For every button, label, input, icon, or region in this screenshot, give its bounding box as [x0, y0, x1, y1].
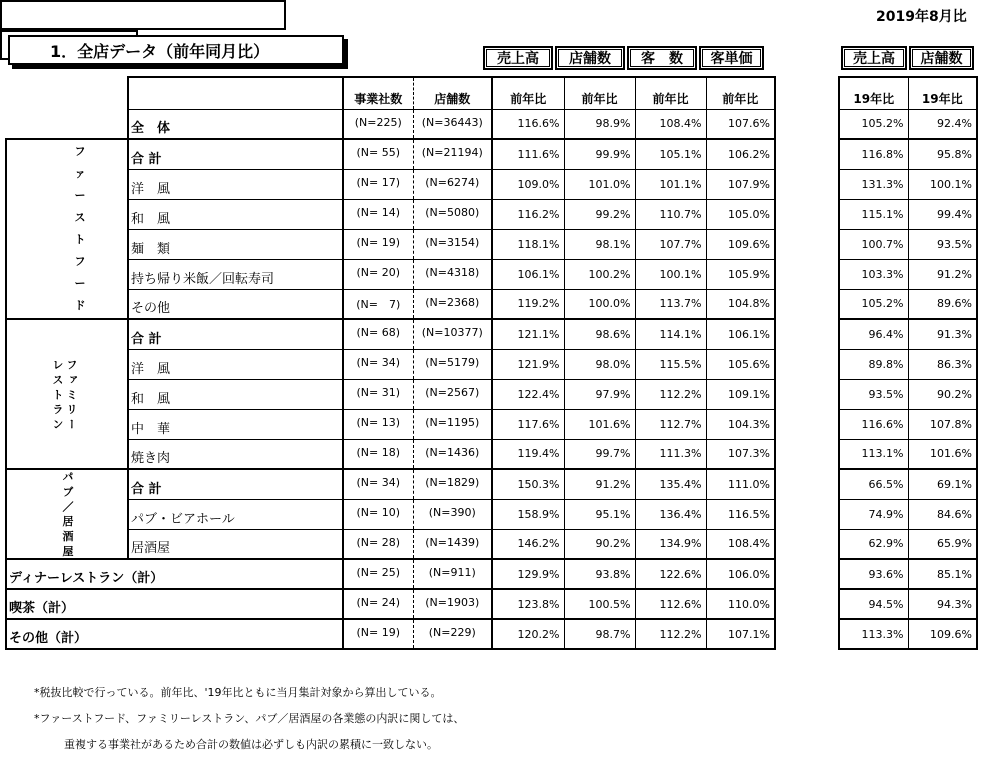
table-row-19 — [839, 139, 977, 169]
note-2: *ファーストフード、ファミリーレストラン、パブ／居酒屋の各業態の内訳に関しては、 — [34, 712, 465, 725]
cell-unit-price: 104.3% — [706, 409, 775, 439]
cell-sales19: 103.3% — [839, 259, 908, 289]
cell-stores19: 65.9% — [908, 529, 977, 559]
cell-sales19: 62.9% — [839, 529, 908, 559]
cell-stores19: 86.3% — [908, 349, 977, 379]
cell-sales19: 93.5% — [839, 379, 908, 409]
cell-sales19: 116.6% — [839, 409, 908, 439]
cell-customers: 112.7% — [635, 409, 706, 439]
cell-unit-price: 107.3% — [706, 439, 775, 469]
cell-customers: 135.4% — [635, 469, 706, 499]
cell-store-cnt: 99.9% — [564, 139, 635, 169]
table-row-19 — [839, 379, 977, 409]
table-row-19 — [839, 289, 977, 319]
cell-stores19: 85.1% — [908, 559, 977, 589]
metric-header-group — [0, 0, 286, 30]
cell-sales: 121.1% — [492, 319, 564, 349]
cell-unit-price: 116.5% — [706, 499, 775, 529]
cell-unit-price: 109.1% — [706, 379, 775, 409]
cell-unit-price: 109.6% — [706, 229, 775, 259]
category-fast-food: フ ァ ー ス ト フ ー ド — [6, 139, 128, 319]
cell-customers: 112.2% — [635, 379, 706, 409]
cell-sales19: 131.3% — [839, 169, 908, 199]
cell-companies: (N= 34) — [343, 469, 413, 499]
category-pub: パ ブ ／ 居 酒 屋 — [6, 469, 128, 559]
cell-sales: 150.3% — [492, 469, 564, 499]
cell-stores: (N=2567) — [413, 379, 492, 409]
cell-stores19: 91.2% — [908, 259, 977, 289]
category-family-restaurant: フ ァ ミ リ ー レ ス ト ラ ン — [6, 319, 128, 469]
table-row-19 — [839, 469, 977, 499]
table-row — [6, 319, 775, 349]
cell-store-cnt: 98.6% — [564, 319, 635, 349]
cell-sales19: 105.2% — [839, 289, 908, 319]
cell-stores: (N=1195) — [413, 409, 492, 439]
cell-store-cnt: 98.0% — [564, 349, 635, 379]
cell-customers: 112.6% — [635, 589, 706, 619]
cell-customers: 105.1% — [635, 139, 706, 169]
column-header: 店舗数 — [413, 77, 492, 109]
cell-stores19: 107.8% — [908, 409, 977, 439]
cell-companies: (N= 17) — [343, 169, 413, 199]
row-label: 麺 類 — [128, 229, 343, 259]
row-label: 洋 風 — [128, 349, 343, 379]
cell-customers: 107.7% — [635, 229, 706, 259]
cell-sales19: 93.6% — [839, 559, 908, 589]
cell-companies: (N= 28) — [343, 529, 413, 559]
table-row-19 — [839, 559, 977, 589]
table-row-19 — [839, 229, 977, 259]
cell-unit-price: 110.0% — [706, 589, 775, 619]
column-header: 19年比 — [908, 77, 977, 109]
cell-sales: 119.2% — [492, 289, 564, 319]
cell-store-cnt: 101.0% — [564, 169, 635, 199]
cell-sales19: 94.5% — [839, 589, 908, 619]
cell-customers: 100.1% — [635, 259, 706, 289]
row-label: 合 計 — [128, 469, 343, 499]
cell-sales: 122.4% — [492, 379, 564, 409]
cell-companies: (N= 19) — [343, 619, 413, 649]
cell-stores19: 94.3% — [908, 589, 977, 619]
cell-unit-price: 105.0% — [706, 199, 775, 229]
cell-store-cnt: 97.9% — [564, 379, 635, 409]
cell-sales: 109.0% — [492, 169, 564, 199]
row-label: 喫茶（計） — [6, 589, 343, 619]
cell-sales: 119.4% — [492, 439, 564, 469]
row-label: 焼き肉 — [128, 439, 343, 469]
cell-sales: 121.9% — [492, 349, 564, 379]
cell-store-cnt: 100.0% — [564, 289, 635, 319]
cell-stores19: 92.4% — [908, 109, 977, 139]
cell-sales19: 89.8% — [839, 349, 908, 379]
table-row-19 — [839, 409, 977, 439]
table-row — [6, 619, 775, 649]
cell-stores: (N=1436) — [413, 439, 492, 469]
cell-stores19: 84.6% — [908, 499, 977, 529]
corner-blank — [6, 77, 128, 109]
report-date: 2019年8月比 — [876, 9, 967, 25]
cell-sales: 116.2% — [492, 199, 564, 229]
row-label: ディナーレストラン（計） — [6, 559, 343, 589]
cell-stores: (N=1439) — [413, 529, 492, 559]
table-row-19 — [839, 199, 977, 229]
cell-sales: 158.9% — [492, 499, 564, 529]
cell-stores19: 90.2% — [908, 379, 977, 409]
column-header-row — [6, 77, 775, 109]
row-label: 持ち帰り米飯／回転寿司 — [128, 259, 343, 289]
corner-blank — [6, 109, 128, 139]
cell-sales19: 66.5% — [839, 469, 908, 499]
cell-sales: 146.2% — [492, 529, 564, 559]
cell-companies: (N= 18) — [343, 439, 413, 469]
cell-store-cnt: 101.6% — [564, 409, 635, 439]
cell-stores19: 101.6% — [908, 439, 977, 469]
cell-companies: (N= 20) — [343, 259, 413, 289]
row-label: 和 風 — [128, 199, 343, 229]
table-row-19 — [839, 529, 977, 559]
table-row — [6, 559, 775, 589]
cell-sales19: 100.7% — [839, 229, 908, 259]
cell-stores: (N=10377) — [413, 319, 492, 349]
cell-stores: (N=911) — [413, 559, 492, 589]
cell-store-cnt: 98.9% — [564, 109, 635, 139]
table-row-19 — [839, 589, 977, 619]
cell-unit-price: 111.0% — [706, 469, 775, 499]
cell-stores: (N=4318) — [413, 259, 492, 289]
cell-stores19: 91.3% — [908, 319, 977, 349]
row-label: 居酒屋 — [128, 529, 343, 559]
cell-companies: (N= 7) — [343, 289, 413, 319]
table-row-19 — [839, 619, 977, 649]
cell-unit-price: 107.9% — [706, 169, 775, 199]
cell-customers: 108.4% — [635, 109, 706, 139]
cell-sales: 116.6% — [492, 109, 564, 139]
cell-unit-price: 106.0% — [706, 559, 775, 589]
header-sales: 売上高 — [483, 46, 553, 70]
cell-store-cnt: 99.7% — [564, 439, 635, 469]
cell-stores19: 95.8% — [908, 139, 977, 169]
cell-sales: 120.2% — [492, 619, 564, 649]
table-row — [6, 109, 775, 139]
cell-store-cnt: 100.2% — [564, 259, 635, 289]
cell-sales: 117.6% — [492, 409, 564, 439]
cell-stores: (N=36443) — [413, 109, 492, 139]
cell-customers: 136.4% — [635, 499, 706, 529]
cell-sales: 106.1% — [492, 259, 564, 289]
column-header: 前年比 — [635, 77, 706, 109]
cell-customers: 111.3% — [635, 439, 706, 469]
table-row-19 — [839, 499, 977, 529]
cell-companies: (N= 34) — [343, 349, 413, 379]
cell-store-cnt: 90.2% — [564, 529, 635, 559]
row-label: 全 体 — [128, 109, 343, 139]
cell-store-cnt: 100.5% — [564, 589, 635, 619]
cell-unit-price: 107.1% — [706, 619, 775, 649]
cell-companies: (N= 68) — [343, 319, 413, 349]
cell-unit-price: 106.2% — [706, 139, 775, 169]
cell-customers: 110.7% — [635, 199, 706, 229]
cell-stores: (N=5080) — [413, 199, 492, 229]
table-row-19 — [839, 319, 977, 349]
cell-customers: 112.2% — [635, 619, 706, 649]
header-unit-price: 客単価 — [699, 46, 764, 70]
column-header-row-19 — [839, 77, 977, 109]
table-row-19 — [839, 439, 977, 469]
cell-sales19: 74.9% — [839, 499, 908, 529]
cell-unit-price: 104.8% — [706, 289, 775, 319]
cell-stores19: 89.6% — [908, 289, 977, 319]
cell-customers: 113.7% — [635, 289, 706, 319]
cell-companies: (N= 25) — [343, 559, 413, 589]
cell-unit-price: 105.9% — [706, 259, 775, 289]
row-label: 合 計 — [128, 139, 343, 169]
table-row-19 — [839, 259, 977, 289]
column-header: 前年比 — [564, 77, 635, 109]
name-header-blank — [128, 77, 343, 109]
cell-companies: (N= 24) — [343, 589, 413, 619]
header-stores: 店舗数 — [555, 46, 625, 70]
cell-companies: (N= 19) — [343, 229, 413, 259]
row-label: 和 風 — [128, 379, 343, 409]
row-label: 洋 風 — [128, 169, 343, 199]
cell-stores: (N=3154) — [413, 229, 492, 259]
note-1: *税抜比較で行っている。前年比、'19年比ともに当月集計対象から算出している。 — [34, 686, 442, 699]
column-header: 事業社数 — [343, 77, 413, 109]
column-header: 19年比 — [839, 77, 908, 109]
cell-stores19: 100.1% — [908, 169, 977, 199]
cell-stores19: 93.5% — [908, 229, 977, 259]
cell-companies: (N= 31) — [343, 379, 413, 409]
column-header: 前年比 — [492, 77, 564, 109]
cell-stores19: 69.1% — [908, 469, 977, 499]
cell-stores: (N=21194) — [413, 139, 492, 169]
cell-sales19: 115.1% — [839, 199, 908, 229]
cell-sales19: 113.1% — [839, 439, 908, 469]
row-label: 中 華 — [128, 409, 343, 439]
table-row-19 — [839, 349, 977, 379]
cell-customers: 134.9% — [635, 529, 706, 559]
row-label: パブ・ビアホール — [128, 499, 343, 529]
cell-stores: (N=6274) — [413, 169, 492, 199]
cell-sales: 123.8% — [492, 589, 564, 619]
cell-companies: (N= 55) — [343, 139, 413, 169]
cell-unit-price: 107.6% — [706, 109, 775, 139]
row-label: その他 — [128, 289, 343, 319]
cell-stores: (N=390) — [413, 499, 492, 529]
cell-store-cnt: 93.8% — [564, 559, 635, 589]
cell-companies: (N= 14) — [343, 199, 413, 229]
header-sales-19: 売上高 — [841, 46, 907, 70]
cell-sales: 118.1% — [492, 229, 564, 259]
comparison-19-table — [838, 76, 978, 650]
cell-store-cnt: 99.2% — [564, 199, 635, 229]
cell-sales19: 116.8% — [839, 139, 908, 169]
main-data-table — [5, 76, 776, 650]
cell-stores19: 109.6% — [908, 619, 977, 649]
cell-sales19: 96.4% — [839, 319, 908, 349]
cell-sales: 129.9% — [492, 559, 564, 589]
cell-stores: (N=1829) — [413, 469, 492, 499]
cell-stores: (N=5179) — [413, 349, 492, 379]
table-row — [6, 469, 775, 499]
cell-customers: 115.5% — [635, 349, 706, 379]
cell-unit-price: 105.6% — [706, 349, 775, 379]
row-label: その他（計） — [6, 619, 343, 649]
row-label: 合 計 — [128, 319, 343, 349]
cell-sales19: 113.3% — [839, 619, 908, 649]
cell-store-cnt: 98.1% — [564, 229, 635, 259]
cell-store-cnt: 91.2% — [564, 469, 635, 499]
header-customers: 客 数 — [627, 46, 697, 70]
cell-store-cnt: 95.1% — [564, 499, 635, 529]
column-header: 前年比 — [706, 77, 775, 109]
cell-companies: (N= 13) — [343, 409, 413, 439]
cell-customers: 122.6% — [635, 559, 706, 589]
cell-customers: 114.1% — [635, 319, 706, 349]
cell-companies: (N= 10) — [343, 499, 413, 529]
cell-store-cnt: 98.7% — [564, 619, 635, 649]
cell-stores: (N=229) — [413, 619, 492, 649]
cell-sales: 111.6% — [492, 139, 564, 169]
header-stores-19: 店舗数 — [909, 46, 974, 70]
cell-customers: 101.1% — [635, 169, 706, 199]
cell-sales19: 105.2% — [839, 109, 908, 139]
cell-companies: (N=225) — [343, 109, 413, 139]
table-row-19 — [839, 109, 977, 139]
cell-stores19: 99.4% — [908, 199, 977, 229]
note-3: 重複する事業社があるため合計の数値は必ずしも内訳の累積に一致しない。 — [64, 738, 438, 751]
table-row-19 — [839, 169, 977, 199]
section-title: 1．全店データ（前年同月比） — [8, 35, 344, 65]
cell-unit-price: 106.1% — [706, 319, 775, 349]
table-row — [6, 139, 775, 169]
cell-stores: (N=1903) — [413, 589, 492, 619]
table-row — [6, 589, 775, 619]
cell-unit-price: 108.4% — [706, 529, 775, 559]
cell-stores: (N=2368) — [413, 289, 492, 319]
